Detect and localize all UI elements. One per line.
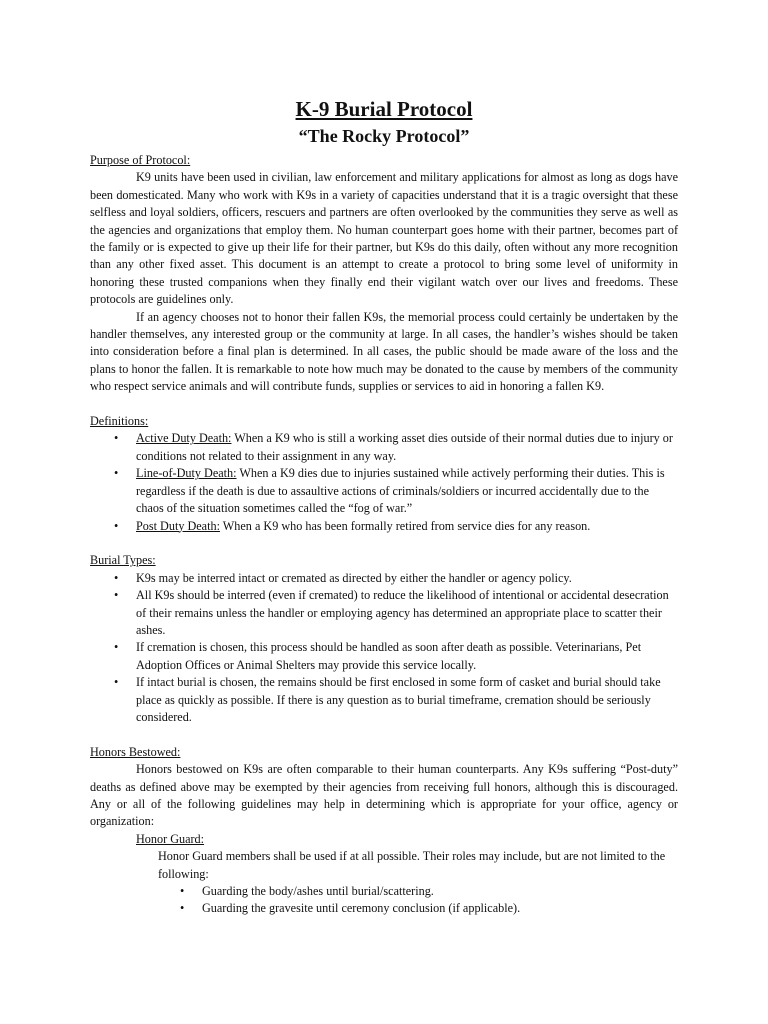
definition-item [90, 518, 678, 535]
honor-guard-item [90, 883, 678, 900]
definition-text: When a K9 dies due to injuries sustained while actively performing their duties. This is regardless if the death is due to assaultive actions of criminals/soldiers or incurred accidentally due to the chaos of the situation sometimes called the “fog of war.” [136, 466, 665, 516]
bullet-icon: • [114, 675, 119, 690]
bullet-icon: • [114, 466, 119, 481]
document-title: K-9 Burial Protocol [295, 97, 473, 121]
honor-guard-item-text: Guarding the body/ashes until burial/scattering. [202, 884, 434, 899]
honor-guard-item [90, 900, 678, 917]
burial-type-item [90, 587, 678, 639]
burial-type-text: K9s may be interred intact or cremated as directed by either the handler or agency policy. [136, 570, 572, 585]
burial-type-item [90, 570, 678, 587]
honors-heading: Honors Bestowed: [90, 744, 181, 759]
burial-type-item [90, 674, 678, 726]
bullet-icon: • [114, 588, 119, 603]
definition-term: Post Duty Death: [136, 518, 220, 533]
honor-guard-heading: Honor Guard: [136, 831, 205, 846]
honor-guard-list [90, 883, 678, 918]
burial-type-item [90, 639, 678, 674]
definition-term: Active Duty Death: [136, 431, 232, 446]
bullet-icon: • [114, 640, 119, 655]
definition-text: When a K9 who has been formally retired from service dies for any reason. [219, 518, 591, 533]
definition-item [90, 430, 678, 465]
bullet-icon: • [114, 431, 119, 446]
burial-types-heading: Burial Types: [90, 553, 156, 568]
burial-type-text: If intact burial is chosen, the remains should be first enclosed in some form of casket and burial should take place as quickly as possible. If there is any question as to burial timeframe, cremation should be seriously considered. [136, 675, 661, 724]
document-subtitle: “The Rocky Protocol” [298, 126, 470, 146]
burial-types-list [90, 570, 678, 727]
purpose-heading: Purpose of Protocol: [90, 153, 191, 167]
bullet-icon: • [180, 901, 185, 916]
purpose-paragraph-1: K9 units have been used in civilian, law enforcement and military applications for almost as long as dogs have been domesticated. Many who work with K9s in a variety of capacities understand that it is a tragic oversight that these selfless and loyal soldiers, officers, rescuers and partners are often overlooked by the communities they serve as well as the agencies and organizations that employ them. No human counterpart goes home with their partner, becomes part of the family or is expected to give up their life for their partner, but K9s do this daily, often without any more recognition than any other fixed asset. This document is an attempt to create a protocol to bring some level of uniformity in honoring these trusted companions when they finally end their vigilant watch over our lives and freedoms. These protocols are guidelines only. [90, 170, 678, 307]
purpose-paragraph-2: If an agency chooses not to honor their fallen K9s, the memorial process could certainly be undertaken by the handler themselves, any interested group or the community at large. In all cases, the handler’s wishes should be taken into consideration before a final plan is determined. In all cases, the public should be made aware of the loss and the plans to honor the fallen. It is remarkable to note how much may be donated to the cause by members of the community who respect service animals and will contribute funds, supplies or services to aid in honoring a fallen K9. [90, 309, 678, 394]
spacer [90, 535, 678, 552]
honors-paragraph: Honors bestowed on K9s are often comparable to their human counterparts. Any K9s suffering “Post-duty” deaths as defined above may be exempted by their agencies from receiving full honors, although this is discouraged. Any or all of the following guidelines may help in determining which is appropriate for your office, agency or organization: [90, 762, 678, 829]
definition-item [90, 465, 678, 517]
honor-guard-item-text: Guarding the gravesite until ceremony conclusion (if applicable). [202, 901, 521, 916]
burial-type-text: All K9s should be interred (even if cremated) to reduce the likelihood of intentional or accidental desecration of their remains unless the handler or employing agency has determined an appropriate place to scatter their ashes. [136, 588, 669, 637]
bullet-icon: • [180, 884, 185, 899]
spacer [90, 726, 678, 743]
honor-guard-text: Honor Guard members shall be used if at all possible. Their roles may include, but are not limited to the following: [158, 849, 666, 881]
bullet-icon: • [114, 570, 119, 585]
definitions-list [90, 430, 678, 534]
burial-type-text: If cremation is chosen, this process should be handled as soon after death as possible. Veterinarians, Pet Adoption Offices or Animal Shelters may provide this service locally. [136, 640, 642, 672]
document-page [90, 96, 678, 918]
definition-text: When a K9 who is still a working asset dies outside of their normal duties due to injury or conditions not related to their assignment in any way. [136, 431, 673, 463]
definition-term: Line-of-Duty Death: [136, 466, 237, 481]
bullet-icon: • [114, 518, 119, 533]
spacer [90, 396, 678, 413]
definitions-heading: Definitions: [90, 414, 149, 429]
